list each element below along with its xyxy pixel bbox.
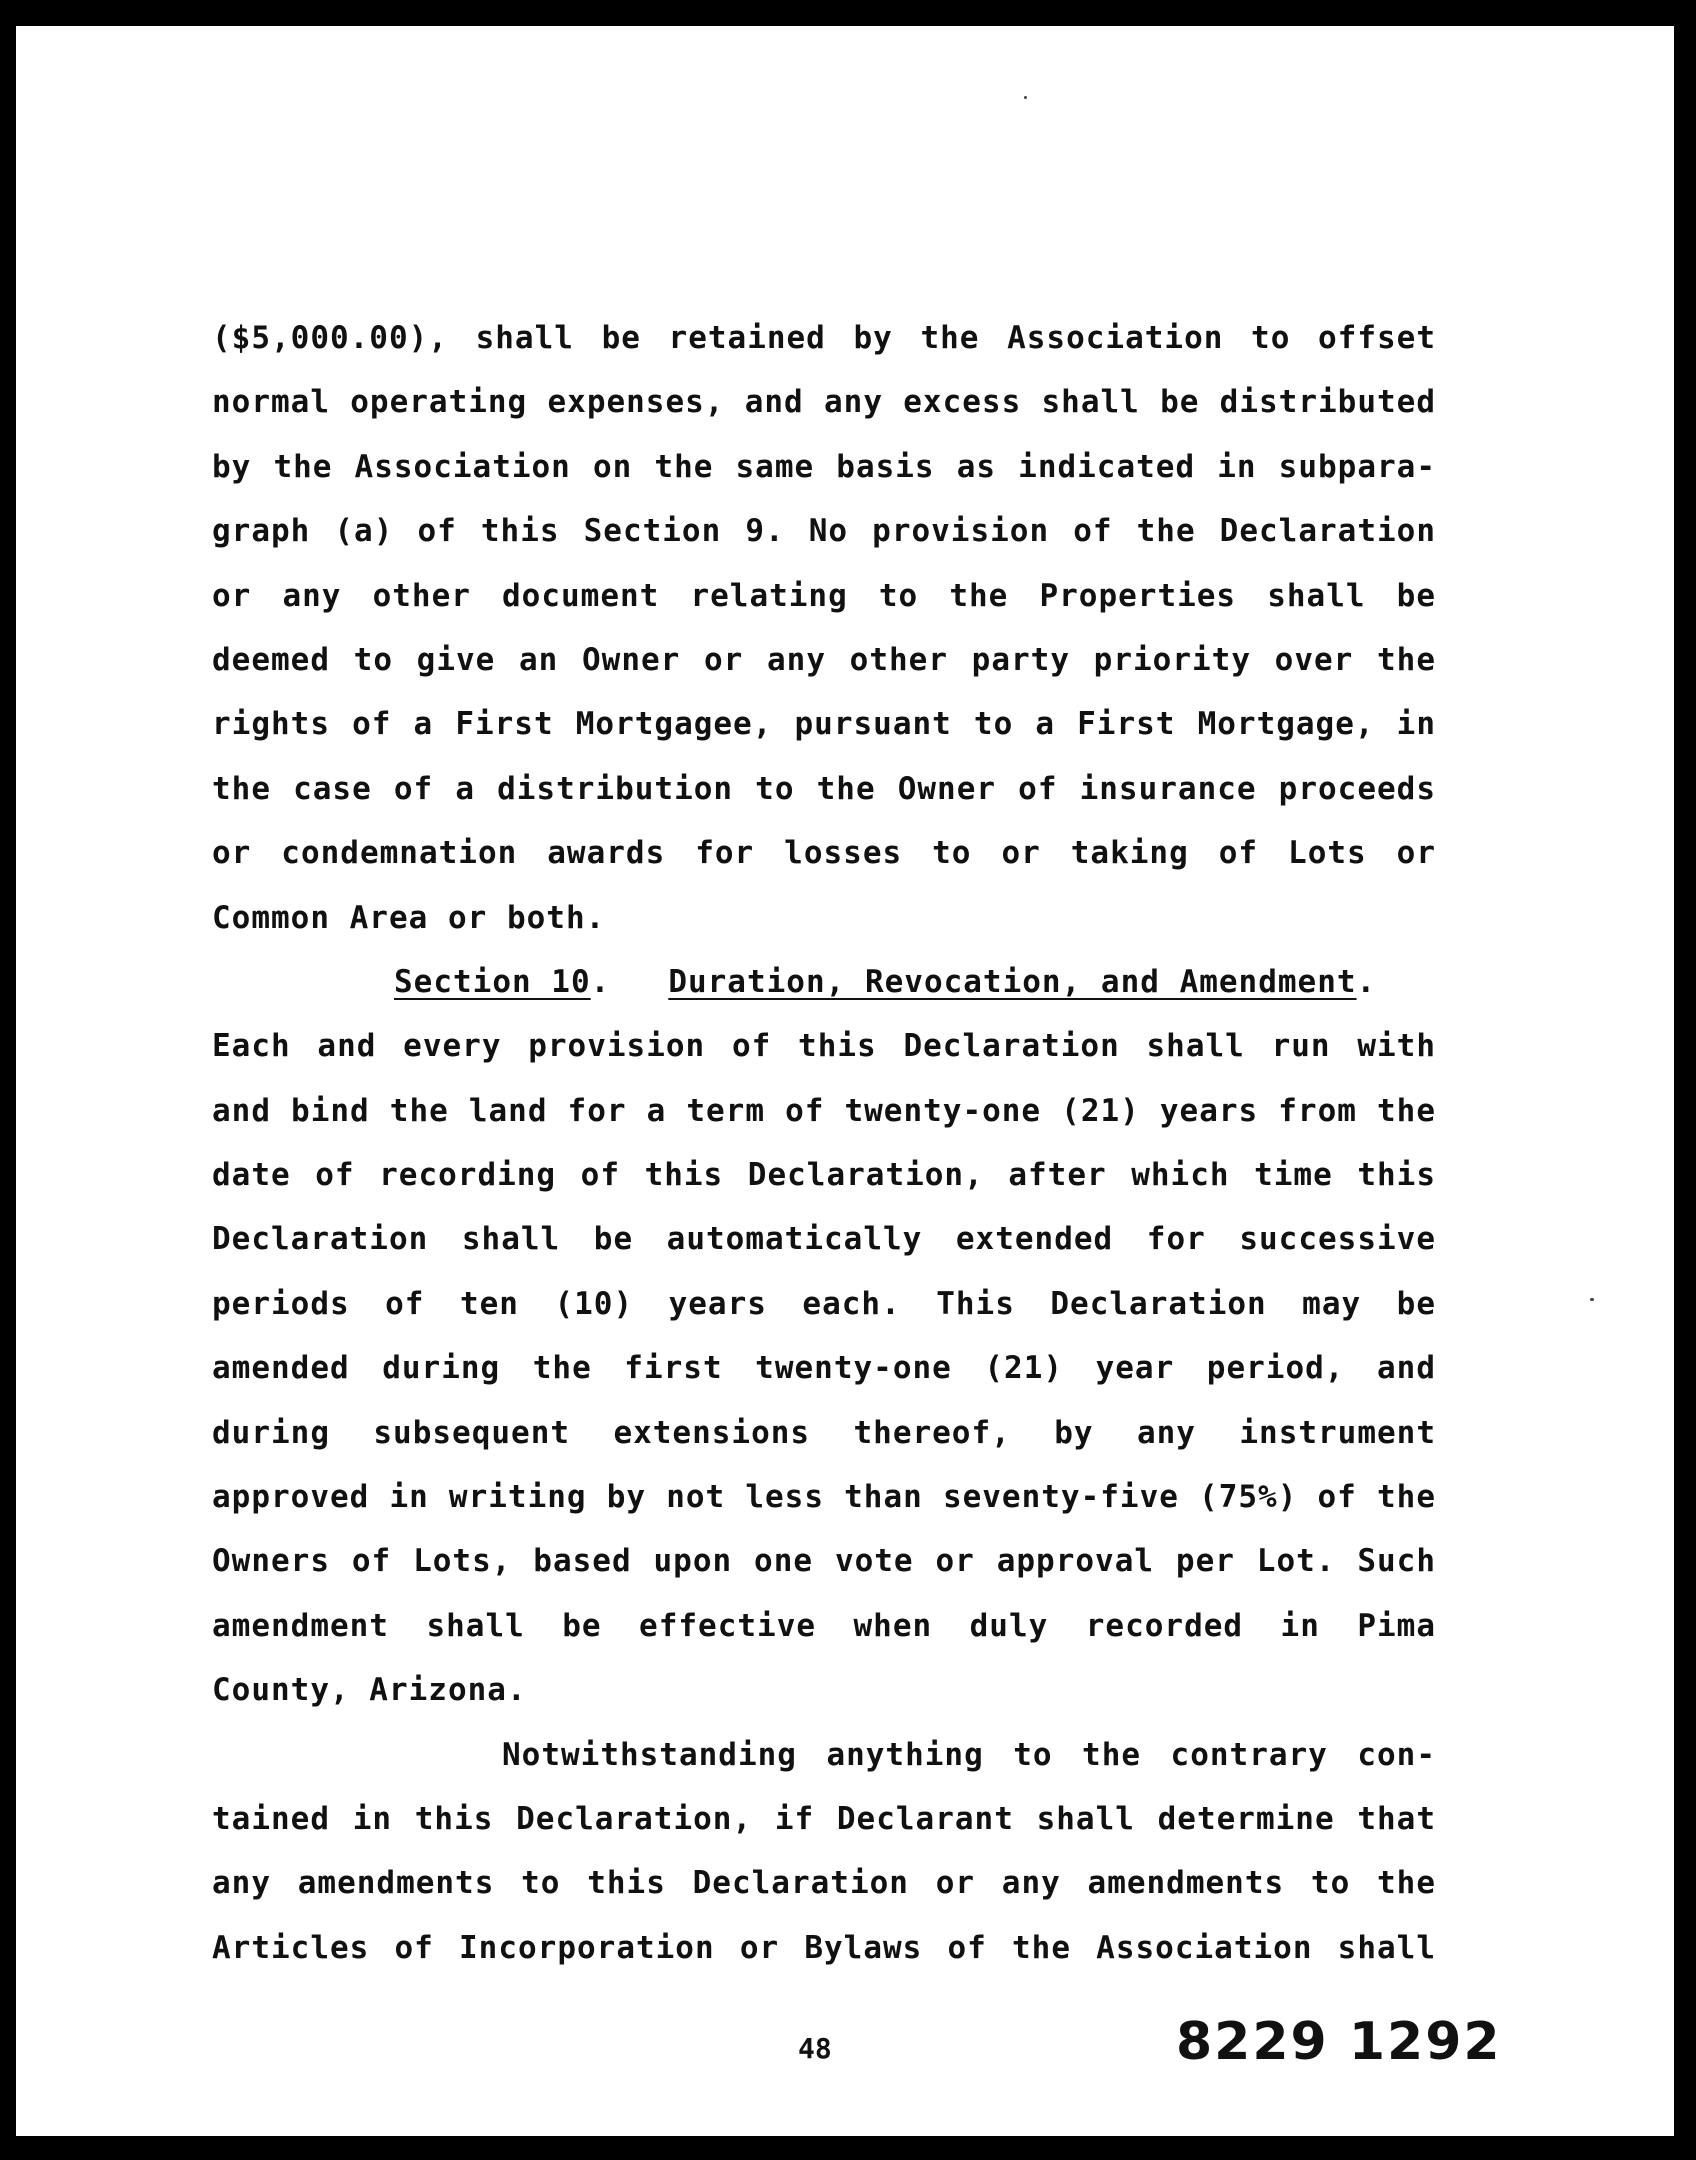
document-page	[16, 26, 1674, 2136]
text-line: Owners of Lots, based upon one vote or approval per Lot. Such	[212, 1543, 1436, 1580]
text-line: deemed to give an Owner or any other party priority over the	[212, 641, 1436, 678]
scan-speck	[1590, 1298, 1594, 1301]
text-line: date of recording of this Declaration, after which time this	[212, 1157, 1436, 1194]
text-line: County, Arizona.	[212, 1672, 527, 1709]
text-line: normal operating expenses, and any excess shall be distributed	[212, 384, 1436, 421]
text-line: Notwithstanding anything to the contrary con-	[502, 1736, 1436, 1773]
scan-speck	[1024, 96, 1027, 99]
text-line: by the Association on the same basis as indicated in subpara-	[212, 448, 1436, 485]
document-number: 8229 1292	[1176, 2012, 1502, 2072]
text-line: the case of a distribution to the Owner of insurance proceeds	[212, 770, 1436, 807]
text-line: graph (a) of this Section 9. No provision of the Declaration	[212, 513, 1436, 550]
section-title-punct: .	[1356, 963, 1377, 1000]
section-heading	[212, 950, 1436, 1014]
text-line: ($5,000.00), shall be retained by the Association to offset	[212, 320, 1436, 356]
text-line: Each and every provision of this Declaration shall run with	[212, 1028, 1436, 1065]
text-line: or any other document relating to the Properties shall be	[212, 577, 1436, 614]
text-line: during subsequent extensions thereof, by any instrument	[212, 1414, 1436, 1451]
text-line: periods of ten (10) years each. This Declaration may be	[212, 1285, 1436, 1322]
section-label-punct: .	[590, 963, 611, 1000]
text-line: or condemnation awards for losses to or taking of Lots or	[212, 835, 1436, 872]
text-line: Articles of Incorporation or Bylaws of the Association shall	[212, 1929, 1436, 1966]
text-line: amendment shall be effective when duly recorded in Pima	[212, 1607, 1436, 1644]
text-line: amended during the first twenty-one (21) year period, and	[212, 1350, 1436, 1387]
text-line: Declaration shall be automatically extended for successive	[212, 1221, 1436, 1258]
text-line: approved in writing by not less than seventy-five (75%) of the	[212, 1479, 1436, 1516]
text-line: any amendments to this Declaration or any amendments to the	[212, 1865, 1436, 1902]
text-line: rights of a First Mortgagee, pursuant to a First Mortgage, in	[212, 706, 1436, 743]
document-body	[212, 306, 1436, 1980]
text-line: and bind the land for a term of twenty-one (21) years from the	[212, 1092, 1436, 1129]
text-line: Common Area or both.	[212, 899, 606, 936]
section-title: Duration, Revocation, and Amendment	[668, 963, 1357, 1000]
section-label: Section 10	[394, 963, 591, 1000]
text-line: tained in this Declaration, if Declarant shall determine that	[212, 1800, 1436, 1837]
page-number: 48	[798, 2032, 832, 2065]
